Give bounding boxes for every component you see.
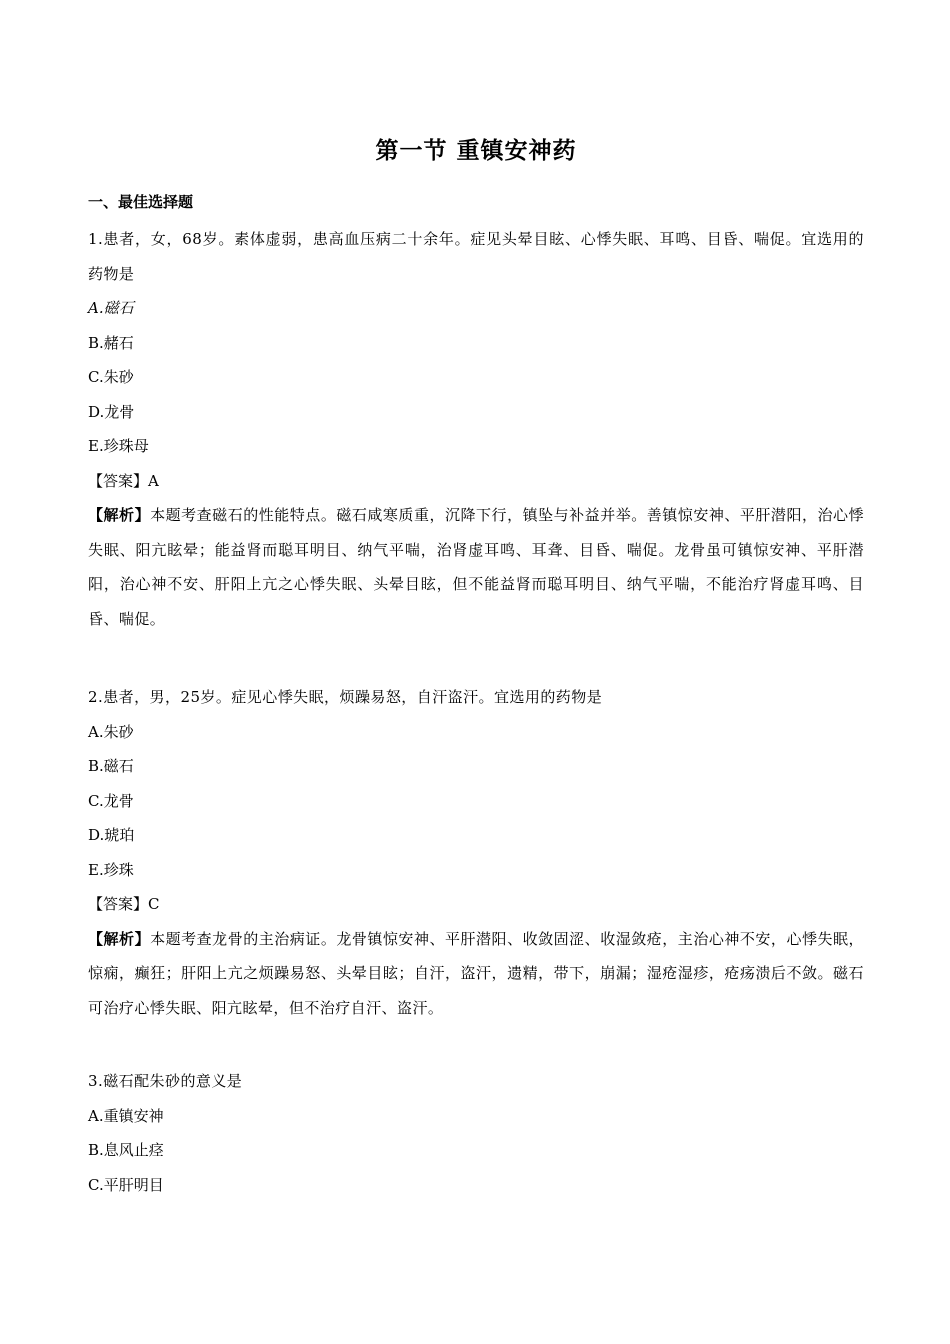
option-b: B.赭石: [88, 333, 134, 352]
option-c: C.龙骨: [88, 791, 134, 810]
document-page: [88, 0, 864, 1344]
answer-line: [88, 464, 864, 499]
option-a: A.重镇安神: [88, 1106, 164, 1125]
option-d: D.琥珀: [88, 826, 135, 844]
analysis-text: 本题考查磁石的性能特点。磁石咸寒质重，沉降下行，镇坠与补益并举。善镇惊安神、平肝潜阳，治心悸失眠、阳亢眩晕；能益肾而聪耳明目、纳气平喘，治肾虚耳鸣、耳聋、目昏、喘促。龙骨虽可镇惊安神、平肝潜阳，治心神不安、肝阳上亢之心悸失眠、头晕目眩，但不能益肾而聪耳明目、纳气平喘，不能治疗肾虚耳鸣、目昏、喘促。: [88, 506, 864, 628]
answer-label: 【答案】: [88, 471, 149, 490]
answer-value: C: [148, 895, 160, 913]
analysis-block: [88, 922, 864, 1026]
option-d: D.龙骨: [88, 402, 135, 421]
question-stem: 1.患者，女，68岁。素体虚弱，患高血压病二十余年。症见头晕目眩、心悸失眠、耳鸣、目昏、喘促。宜选用的药物是: [88, 230, 864, 283]
option-e: E.珍珠母: [88, 437, 149, 455]
answer-label: 【答案】: [88, 895, 149, 913]
question-1: [88, 222, 864, 636]
section-heading: 一、最佳选择题: [88, 193, 194, 211]
option-e: E.珍珠: [88, 860, 134, 879]
analysis-label: 【解析】: [88, 506, 151, 524]
answer-value: A: [148, 471, 159, 490]
option-a: A.磁石: [88, 299, 134, 317]
analysis-text: 本题考查龙骨的主治病证。龙骨镇惊安神、平肝潜阳、收敛固涩、收湿敛疮，主治心神不安，心悸失眠，惊痫，癫狂；肝阳上亢之烦躁易怒、头晕目眩；自汗，盗汗，遗精，带下，崩漏；湿疮湿疹，疮疡溃后不敛。磁石可治疗心悸失眠、阳亢眩晕，但不治疗自汗、盗汗。: [88, 929, 864, 1017]
option-b: [88, 749, 864, 784]
page-title: 第一节 重镇安神药: [375, 138, 577, 164]
answer-line: [88, 887, 864, 922]
question-3: [88, 1064, 864, 1202]
analysis-label: 【解析】: [88, 929, 151, 948]
option-c: C.朱砂: [88, 368, 134, 386]
analysis-block: [88, 498, 864, 636]
question-2: [88, 680, 864, 1025]
option-b: B.息风止痉: [88, 1141, 164, 1159]
question-stem: 3.磁石配朱砂的意义是: [88, 1072, 243, 1090]
option-c: C.平肝明目: [88, 1175, 164, 1194]
option-a: A.朱砂: [88, 722, 134, 741]
option-b-text: B.磁石: [88, 757, 134, 775]
question-stem: 2.患者，男，25岁。症见心悸失眠，烦躁易怒，自汗盗汗。宜选用的药物是: [88, 688, 603, 706]
